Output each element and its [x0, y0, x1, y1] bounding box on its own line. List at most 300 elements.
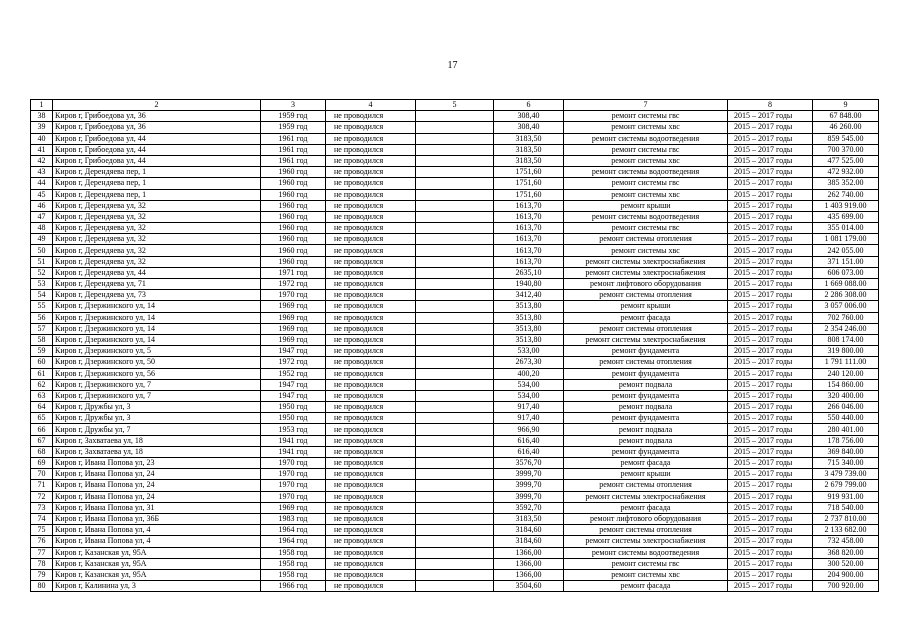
header-cell: 9	[813, 100, 879, 111]
build-year-cell: 1961 год	[261, 144, 326, 155]
row-number-cell: 68	[31, 446, 53, 457]
cost-cell: 319 800.00	[813, 346, 879, 357]
build-year-cell: 1960 год	[261, 234, 326, 245]
cost-cell: 266 046.00	[813, 402, 879, 413]
build-year-cell: 1941 год	[261, 446, 326, 457]
table-row	[31, 469, 879, 480]
last-repair-cell: не проводился	[326, 558, 416, 569]
last-repair-cell: не проводился	[326, 144, 416, 155]
area-cell: 917,40	[494, 402, 564, 413]
table-row	[31, 133, 879, 144]
period-cell: 2015 – 2017 годы	[728, 480, 813, 491]
table-row	[31, 178, 879, 189]
header-cell: 8	[728, 100, 813, 111]
area-cell: 308,40	[494, 122, 564, 133]
last-repair-cell: не проводился	[326, 569, 416, 580]
period-cell: 2015 – 2017 годы	[728, 155, 813, 166]
table-row	[31, 502, 879, 513]
empty-cell	[416, 480, 494, 491]
header-cell: 5	[416, 100, 494, 111]
empty-cell	[416, 491, 494, 502]
row-number-cell: 65	[31, 413, 53, 424]
build-year-cell: 1952 год	[261, 368, 326, 379]
area-cell: 1940,80	[494, 279, 564, 290]
table-row	[31, 234, 879, 245]
period-cell: 2015 – 2017 годы	[728, 390, 813, 401]
page-number: 17	[447, 60, 458, 71]
address-cell: Киров г, Грибоедова ул, 44	[53, 133, 261, 144]
row-number-cell: 49	[31, 234, 53, 245]
row-number-cell: 53	[31, 279, 53, 290]
cost-cell: 2 737 810.00	[813, 513, 879, 524]
empty-cell	[416, 167, 494, 178]
period-cell: 2015 – 2017 годы	[728, 513, 813, 524]
area-cell: 966,90	[494, 424, 564, 435]
table-row	[31, 402, 879, 413]
build-year-cell: 1960 год	[261, 256, 326, 267]
area-cell: 3513,80	[494, 301, 564, 312]
period-cell: 2015 – 2017 годы	[728, 379, 813, 390]
period-cell: 2015 – 2017 годы	[728, 569, 813, 580]
empty-cell	[416, 547, 494, 558]
address-cell: Киров г, Дерендяева ул, 73	[53, 290, 261, 301]
row-number-cell: 38	[31, 111, 53, 122]
row-number-cell: 75	[31, 525, 53, 536]
table-row	[31, 323, 879, 334]
build-year-cell: 1958 год	[261, 569, 326, 580]
period-cell: 2015 – 2017 годы	[728, 234, 813, 245]
build-year-cell: 1960 год	[261, 200, 326, 211]
table-row	[31, 446, 879, 457]
row-number-cell: 61	[31, 368, 53, 379]
table-row	[31, 290, 879, 301]
row-number-cell: 76	[31, 536, 53, 547]
work-type-cell: ремонт системы электроснабжения	[564, 536, 728, 547]
work-type-cell: ремонт фундамента	[564, 368, 728, 379]
table-row	[31, 413, 879, 424]
row-number-cell: 72	[31, 491, 53, 502]
empty-cell	[416, 424, 494, 435]
area-cell: 1366,00	[494, 547, 564, 558]
empty-cell	[416, 279, 494, 290]
row-number-cell: 50	[31, 245, 53, 256]
build-year-cell: 1961 год	[261, 133, 326, 144]
last-repair-cell: не проводился	[326, 133, 416, 144]
work-type-cell: ремонт системы водоотведения	[564, 547, 728, 558]
cost-cell: 204 900.00	[813, 569, 879, 580]
work-type-cell: ремонт фундамента	[564, 390, 728, 401]
row-number-cell: 58	[31, 334, 53, 345]
area-cell: 1366,00	[494, 569, 564, 580]
empty-cell	[416, 536, 494, 547]
area-cell: 3183,50	[494, 144, 564, 155]
address-cell: Киров г, Калинина ул, 3	[53, 581, 261, 592]
cost-cell: 320 400.00	[813, 390, 879, 401]
period-cell: 2015 – 2017 годы	[728, 502, 813, 513]
cost-cell: 2 133 682.00	[813, 525, 879, 536]
last-repair-cell: не проводился	[326, 122, 416, 133]
cost-cell: 718 540.00	[813, 502, 879, 513]
empty-cell	[416, 446, 494, 457]
last-repair-cell: не проводился	[326, 234, 416, 245]
area-cell: 1366,00	[494, 558, 564, 569]
build-year-cell: 1959 год	[261, 122, 326, 133]
work-type-cell: ремонт подвала	[564, 424, 728, 435]
build-year-cell: 1970 год	[261, 290, 326, 301]
area-cell: 3184,60	[494, 536, 564, 547]
empty-cell	[416, 402, 494, 413]
area-cell: 533,00	[494, 346, 564, 357]
area-cell: 3576,70	[494, 458, 564, 469]
last-repair-cell: не проводился	[326, 155, 416, 166]
period-cell: 2015 – 2017 годы	[728, 368, 813, 379]
period-cell: 2015 – 2017 годы	[728, 200, 813, 211]
work-type-cell: ремонт фундамента	[564, 446, 728, 457]
work-type-cell: ремонт системы отопления	[564, 480, 728, 491]
period-cell: 2015 – 2017 годы	[728, 346, 813, 357]
row-number-cell: 69	[31, 458, 53, 469]
row-number-cell: 71	[31, 480, 53, 491]
last-repair-cell: не проводился	[326, 267, 416, 278]
empty-cell	[416, 525, 494, 536]
cost-cell: 2 354 246.00	[813, 323, 879, 334]
build-year-cell: 1972 год	[261, 279, 326, 290]
work-type-cell: ремонт системы гвс	[564, 144, 728, 155]
table-row	[31, 312, 879, 323]
last-repair-cell: не проводился	[326, 469, 416, 480]
table-row	[31, 301, 879, 312]
row-number-cell: 42	[31, 155, 53, 166]
last-repair-cell: не проводился	[326, 334, 416, 345]
last-repair-cell: не проводился	[326, 390, 416, 401]
address-cell: Киров г, Ивана Попова ул, 24	[53, 491, 261, 502]
row-number-cell: 52	[31, 267, 53, 278]
period-cell: 2015 – 2017 годы	[728, 133, 813, 144]
empty-cell	[416, 368, 494, 379]
period-cell: 2015 – 2017 годы	[728, 167, 813, 178]
address-cell: Киров г, Дерендяева ул, 32	[53, 234, 261, 245]
work-type-cell: ремонт системы гвс	[564, 178, 728, 189]
work-type-cell: ремонт системы электроснабжения	[564, 267, 728, 278]
work-type-cell: ремонт фундамента	[564, 413, 728, 424]
work-type-cell: ремонт фасада	[564, 502, 728, 513]
build-year-cell: 1960 год	[261, 211, 326, 222]
row-number-cell: 41	[31, 144, 53, 155]
address-cell: Киров г, Дерендяева ул, 32	[53, 223, 261, 234]
work-type-cell: ремонт крыши	[564, 469, 728, 480]
cost-cell: 300 520.00	[813, 558, 879, 569]
build-year-cell: 1969 год	[261, 502, 326, 513]
empty-cell	[416, 267, 494, 278]
row-number-cell: 66	[31, 424, 53, 435]
period-cell: 2015 – 2017 годы	[728, 525, 813, 536]
last-repair-cell: не проводился	[326, 301, 416, 312]
repair-schedule-table	[30, 99, 879, 592]
header-row	[31, 100, 879, 111]
row-number-cell: 70	[31, 469, 53, 480]
row-number-cell: 43	[31, 167, 53, 178]
empty-cell	[416, 211, 494, 222]
period-cell: 2015 – 2017 годы	[728, 189, 813, 200]
work-type-cell: ремонт крыши	[564, 301, 728, 312]
table-row	[31, 267, 879, 278]
last-repair-cell: не проводился	[326, 435, 416, 446]
table-row	[31, 200, 879, 211]
address-cell: Киров г, Дружбы ул, 3	[53, 402, 261, 413]
empty-cell	[416, 144, 494, 155]
work-type-cell: ремонт системы хвс	[564, 122, 728, 133]
area-cell: 1751,60	[494, 189, 564, 200]
table-row	[31, 491, 879, 502]
last-repair-cell: не проводился	[326, 547, 416, 558]
table-row	[31, 223, 879, 234]
work-type-cell: ремонт фасада	[564, 312, 728, 323]
area-cell: 1751,60	[494, 178, 564, 189]
area-cell: 616,40	[494, 446, 564, 457]
table-row	[31, 558, 879, 569]
row-number-cell: 73	[31, 502, 53, 513]
empty-cell	[416, 323, 494, 334]
cost-cell: 700 370.00	[813, 144, 879, 155]
empty-cell	[416, 390, 494, 401]
build-year-cell: 1960 год	[261, 245, 326, 256]
build-year-cell: 1950 год	[261, 413, 326, 424]
address-cell: Киров г, Дзержинского ул, 14	[53, 312, 261, 323]
build-year-cell: 1964 год	[261, 525, 326, 536]
build-year-cell: 1966 год	[261, 581, 326, 592]
work-type-cell: ремонт системы хвс	[564, 155, 728, 166]
cost-cell: 154 860.00	[813, 379, 879, 390]
row-number-cell: 40	[31, 133, 53, 144]
address-cell: Киров г, Ивана Попова ул, 36Б	[53, 513, 261, 524]
cost-cell: 859 545.00	[813, 133, 879, 144]
build-year-cell: 1947 год	[261, 379, 326, 390]
row-number-cell: 79	[31, 569, 53, 580]
last-repair-cell: не проводился	[326, 513, 416, 524]
period-cell: 2015 – 2017 годы	[728, 245, 813, 256]
empty-cell	[416, 379, 494, 390]
build-year-cell: 1960 год	[261, 189, 326, 200]
work-type-cell: ремонт подвала	[564, 402, 728, 413]
cost-cell: 369 840.00	[813, 446, 879, 457]
empty-cell	[416, 301, 494, 312]
build-year-cell: 1971 год	[261, 267, 326, 278]
work-type-cell: ремонт системы гвс	[564, 558, 728, 569]
work-type-cell: ремонт системы гвс	[564, 111, 728, 122]
last-repair-cell: не проводился	[326, 346, 416, 357]
build-year-cell: 1950 год	[261, 402, 326, 413]
build-year-cell: 1960 год	[261, 223, 326, 234]
header-cell: 1	[31, 100, 53, 111]
empty-cell	[416, 189, 494, 200]
address-cell: Киров г, Дзержинского ул, 56	[53, 368, 261, 379]
last-repair-cell: не проводился	[326, 458, 416, 469]
last-repair-cell: не проводился	[326, 491, 416, 502]
address-cell: Киров г, Дерендяева ул, 44	[53, 267, 261, 278]
area-cell: 2673,30	[494, 357, 564, 368]
cost-cell: 1 403 919.00	[813, 200, 879, 211]
table-row	[31, 155, 879, 166]
cost-cell: 280 401.00	[813, 424, 879, 435]
area-cell: 2635,10	[494, 267, 564, 278]
empty-cell	[416, 413, 494, 424]
row-number-cell: 78	[31, 558, 53, 569]
last-repair-cell: не проводился	[326, 357, 416, 368]
last-repair-cell: не проводился	[326, 402, 416, 413]
area-cell: 308,40	[494, 111, 564, 122]
area-cell: 3513,80	[494, 312, 564, 323]
period-cell: 2015 – 2017 годы	[728, 547, 813, 558]
empty-cell	[416, 122, 494, 133]
empty-cell	[416, 234, 494, 245]
header-cell: 2	[53, 100, 261, 111]
last-repair-cell: не проводился	[326, 525, 416, 536]
row-number-cell: 48	[31, 223, 53, 234]
empty-cell	[416, 435, 494, 446]
last-repair-cell: не проводился	[326, 211, 416, 222]
last-repair-cell: не проводился	[326, 413, 416, 424]
address-cell: Киров г, Дерендяева ул, 32	[53, 245, 261, 256]
area-cell: 1613,70	[494, 223, 564, 234]
header-cell: 7	[564, 100, 728, 111]
address-cell: Киров г, Ивана Попова ул, 4	[53, 525, 261, 536]
area-cell: 534,00	[494, 390, 564, 401]
period-cell: 2015 – 2017 годы	[728, 558, 813, 569]
row-number-cell: 39	[31, 122, 53, 133]
area-cell: 3592,70	[494, 502, 564, 513]
work-type-cell: ремонт системы отопления	[564, 290, 728, 301]
work-type-cell: ремонт системы водоотведения	[564, 211, 728, 222]
empty-cell	[416, 569, 494, 580]
area-cell: 1613,70	[494, 200, 564, 211]
table-row	[31, 279, 879, 290]
address-cell: Киров г, Захватаева ул, 18	[53, 435, 261, 446]
work-type-cell: ремонт системы электроснабжения	[564, 491, 728, 502]
area-cell: 917,40	[494, 413, 564, 424]
cost-cell: 3 057 006.00	[813, 301, 879, 312]
empty-cell	[416, 290, 494, 301]
empty-cell	[416, 513, 494, 524]
period-cell: 2015 – 2017 годы	[728, 290, 813, 301]
empty-cell	[416, 558, 494, 569]
build-year-cell: 1970 год	[261, 469, 326, 480]
empty-cell	[416, 178, 494, 189]
period-cell: 2015 – 2017 годы	[728, 435, 813, 446]
row-number-cell: 77	[31, 547, 53, 558]
last-repair-cell: не проводился	[326, 189, 416, 200]
empty-cell	[416, 357, 494, 368]
period-cell: 2015 – 2017 годы	[728, 446, 813, 457]
period-cell: 2015 – 2017 годы	[728, 279, 813, 290]
header-cell: 3	[261, 100, 326, 111]
table-row	[31, 368, 879, 379]
row-number-cell: 67	[31, 435, 53, 446]
cost-cell: 67 848.00	[813, 111, 879, 122]
period-cell: 2015 – 2017 годы	[728, 536, 813, 547]
table-row	[31, 390, 879, 401]
address-cell: Киров г, Дерендяева пер, 1	[53, 167, 261, 178]
cost-cell: 477 525.00	[813, 155, 879, 166]
work-type-cell: ремонт системы отопления	[564, 323, 728, 334]
work-type-cell: ремонт подвала	[564, 435, 728, 446]
row-number-cell: 46	[31, 200, 53, 211]
address-cell: Киров г, Захватаева ул, 18	[53, 446, 261, 457]
cost-cell: 715 340.00	[813, 458, 879, 469]
address-cell: Киров г, Казанская ул, 95А	[53, 547, 261, 558]
build-year-cell: 1960 год	[261, 178, 326, 189]
cost-cell: 242 055.00	[813, 245, 879, 256]
empty-cell	[416, 469, 494, 480]
cost-cell: 702 760.00	[813, 312, 879, 323]
address-cell: Киров г, Дерендяева ул, 71	[53, 279, 261, 290]
row-number-cell: 44	[31, 178, 53, 189]
row-number-cell: 55	[31, 301, 53, 312]
address-cell: Киров г, Дерендяева ул, 32	[53, 200, 261, 211]
table-row	[31, 525, 879, 536]
table-row	[31, 458, 879, 469]
last-repair-cell: не проводился	[326, 502, 416, 513]
cost-cell: 371 151.00	[813, 256, 879, 267]
address-cell: Киров г, Ивана Попова ул, 4	[53, 536, 261, 547]
area-cell: 3184,60	[494, 525, 564, 536]
area-cell: 3504,60	[494, 581, 564, 592]
last-repair-cell: не проводился	[326, 279, 416, 290]
build-year-cell: 1947 год	[261, 390, 326, 401]
work-type-cell: ремонт системы электроснабжения	[564, 256, 728, 267]
empty-cell	[416, 346, 494, 357]
last-repair-cell: не проводился	[326, 581, 416, 592]
row-number-cell: 45	[31, 189, 53, 200]
address-cell: Киров г, Грибоедова ул, 44	[53, 144, 261, 155]
address-cell: Киров г, Ивана Попова ул, 23	[53, 458, 261, 469]
period-cell: 2015 – 2017 годы	[728, 122, 813, 133]
work-type-cell: ремонт системы отопления	[564, 357, 728, 368]
table-row	[31, 245, 879, 256]
cost-cell: 472 932.00	[813, 167, 879, 178]
period-cell: 2015 – 2017 годы	[728, 458, 813, 469]
table-row	[31, 211, 879, 222]
build-year-cell: 1958 год	[261, 558, 326, 569]
last-repair-cell: не проводился	[326, 379, 416, 390]
work-type-cell: ремонт лифтового оборудования	[564, 513, 728, 524]
work-type-cell: ремонт системы электроснабжения	[564, 334, 728, 345]
address-cell: Киров г, Казанская ул, 95А	[53, 558, 261, 569]
table-row	[31, 513, 879, 524]
row-number-cell: 74	[31, 513, 53, 524]
table-row	[31, 346, 879, 357]
address-cell: Киров г, Грибоедова ул, 36	[53, 122, 261, 133]
last-repair-cell: не проводился	[326, 323, 416, 334]
area-cell: 1751,60	[494, 167, 564, 178]
period-cell: 2015 – 2017 годы	[728, 413, 813, 424]
last-repair-cell: не проводился	[326, 424, 416, 435]
row-number-cell: 54	[31, 290, 53, 301]
cost-cell: 1 791 111.00	[813, 357, 879, 368]
build-year-cell: 1969 год	[261, 312, 326, 323]
table-row	[31, 256, 879, 267]
last-repair-cell: не проводился	[326, 480, 416, 491]
table-row	[31, 569, 879, 580]
cost-cell: 262 740.00	[813, 189, 879, 200]
cost-cell: 1 669 088.00	[813, 279, 879, 290]
period-cell: 2015 – 2017 годы	[728, 581, 813, 592]
header-cell: 4	[326, 100, 416, 111]
work-type-cell: ремонт системы гвс	[564, 223, 728, 234]
build-year-cell: 1969 год	[261, 323, 326, 334]
build-year-cell: 1969 год	[261, 334, 326, 345]
period-cell: 2015 – 2017 годы	[728, 312, 813, 323]
period-cell: 2015 – 2017 годы	[728, 424, 813, 435]
